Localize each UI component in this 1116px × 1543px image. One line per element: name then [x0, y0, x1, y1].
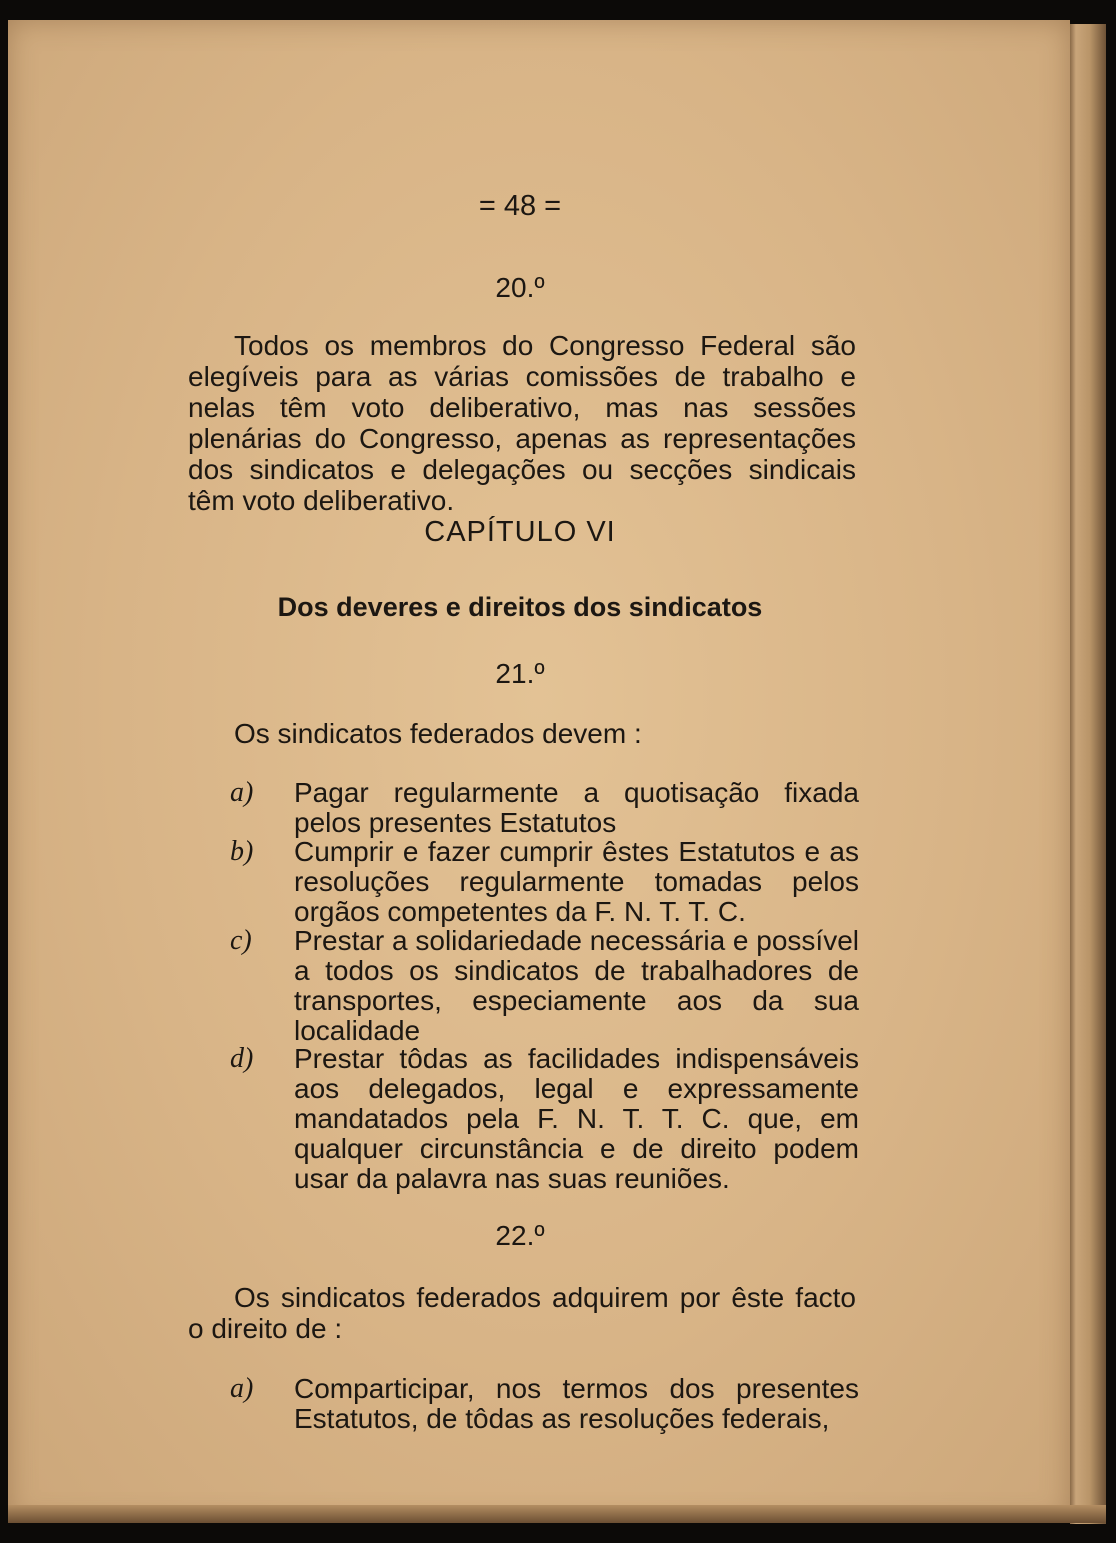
item-letter: b) [230, 836, 254, 867]
chapter-subtitle: Dos deveres e direitos dos sindicatos [277, 592, 763, 622]
page-bottom-edge [8, 1505, 1106, 1523]
article-21-heading: 21.º [495, 658, 545, 689]
article-20-text: Todos os membros do Congresso Federal são elegíveis para as várias comissões de trabalho e nelas têm voto deliberativo, mas nas sessões plenárias do Congresso, apenas as representações dos sindicatos e delegações ou secções sindicais têm voto deliberativo. [188, 330, 856, 516]
page-stack-edge [1070, 24, 1106, 1524]
article-22-heading: 22.º [495, 1220, 545, 1251]
article-20-heading: 20.º [495, 272, 545, 303]
item-text: Comparticipar, nos termos dos presentes Estatutos, de tôdas as resoluções federais, [294, 1373, 859, 1434]
item-letter: a) [230, 1373, 254, 1404]
item-text: Prestar a solidariedade necessária e possível a todos os sindicatos de trabalhadores de transportes, especiamente aos da sua localidade [294, 925, 859, 1046]
item-text: Prestar tôdas as facilidades indispensáveis aos delegados, legal e expressamente mandatados pela F. N. T. T. C. que, em qualquer circunstância e de direito podem usar da palavra nas suas reuniões. [294, 1043, 859, 1194]
chapter-title: CAPÍTULO VI [424, 516, 616, 548]
article-21-intro: Os sindicatos federados devem : [234, 718, 642, 749]
page-number: = 48 = [478, 190, 562, 222]
item-letter: c) [230, 925, 252, 956]
article-22-intro: Os sindicatos federados adquirem por êste facto o direito de : [188, 1282, 856, 1344]
item-letter: a) [230, 777, 254, 808]
item-text: Pagar regularmente a quotisação fixada pelos presentes Estatutos [294, 777, 859, 838]
item-letter: d) [230, 1043, 254, 1074]
item-text: Cumprir e fazer cumprir êstes Estatutos e as resoluções regularmente tomadas pelos orgãos competentes da F. N. T. T. C. [294, 836, 859, 927]
